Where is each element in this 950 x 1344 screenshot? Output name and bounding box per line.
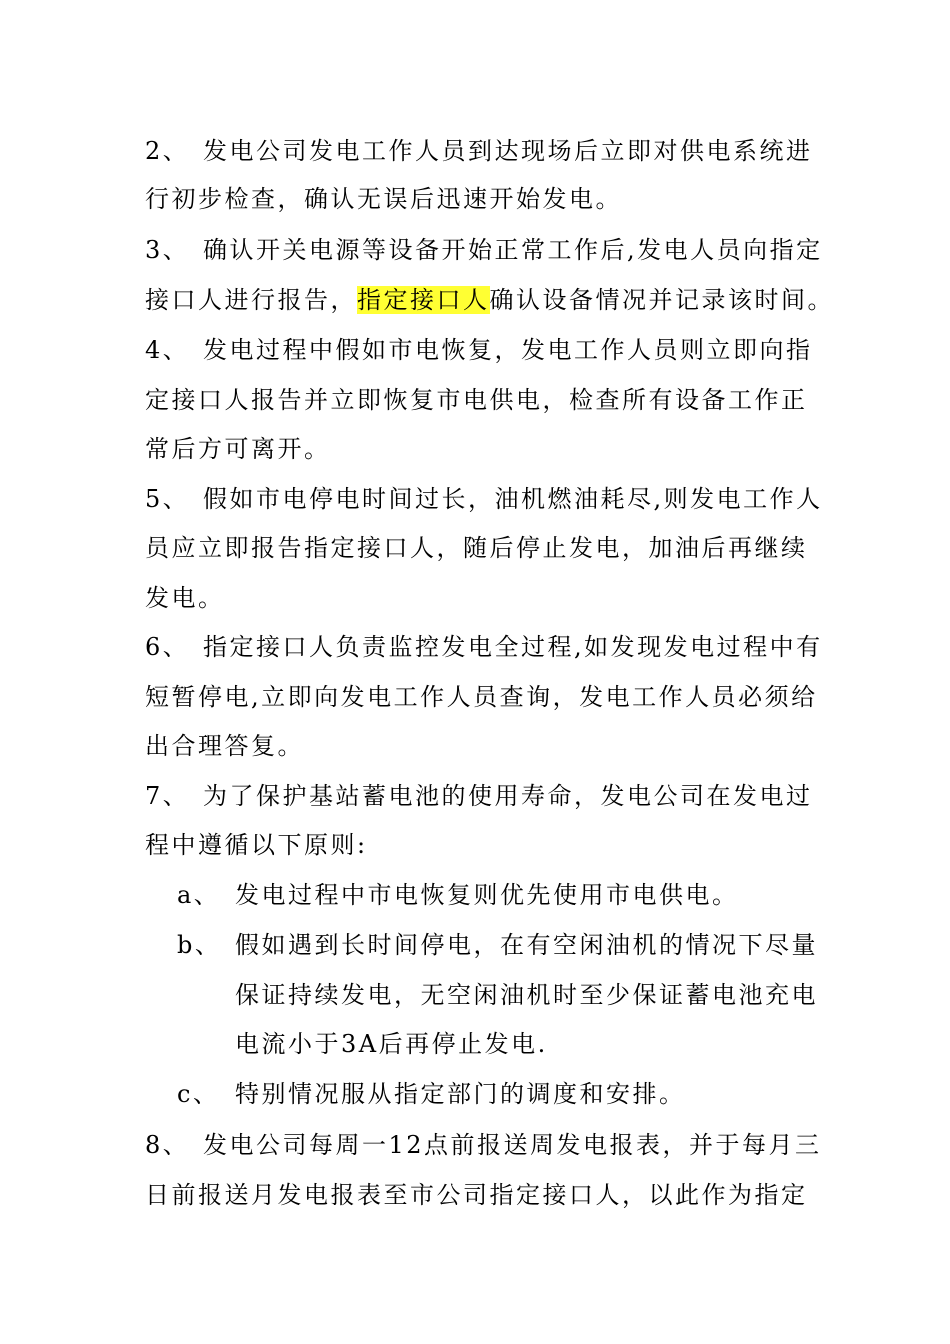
subitem-text: 特别情况服从指定部门的调度和安排。 (235, 1080, 686, 1108)
item-text-wrap (145, 285, 834, 315)
subitem-letter: b、 (177, 931, 222, 959)
item-number: 4、 (145, 336, 190, 364)
subitem-text: 保证持续发电，无空闲油机时至少保证蓄电池充电 (235, 981, 818, 1009)
subitem-text: 假如遇到长时间停电，在有空闲油机的情况下尽量 (235, 931, 818, 959)
subitem-text: 发电过程中市电恢复则优先使用市电供电。 (235, 881, 739, 909)
item-text: 日前报送月发电报表至市公司指定接口人，以此作为指定 (145, 1181, 808, 1209)
item-number: 7、 (145, 782, 190, 810)
subitem-letter: c、 (177, 1080, 220, 1108)
item-number: 3、 (145, 236, 190, 264)
item-text: 发电公司发电工作人员到达现场后立即对供电系统进 (203, 137, 813, 165)
item-number: 8、 (145, 1131, 190, 1159)
item-text: 出合理答复。 (145, 732, 304, 760)
item-number: 2、 (145, 137, 190, 165)
item-text: 假如市电停电时间过长，油机燃油耗尽,则发电工作人 (203, 485, 823, 513)
subitem-letter: a、 (177, 881, 221, 909)
item-number: 6、 (145, 633, 190, 661)
item-text: 短暂停电,立即向发电工作人员查询，发电工作人员必须给 (145, 683, 818, 711)
subitem-text: 电流小于3A后再停止发电. (235, 1030, 548, 1058)
item-text: 确认设备情况并记录该时间。 (489, 286, 834, 314)
highlighted-text: 指定接口人 (357, 286, 490, 314)
item-text: 为了保护基站蓄电池的使用寿命，发电公司在发电过 (203, 782, 813, 810)
item-text: 定接口人报告并立即恢复市电供电，检查所有设备工作正 (145, 386, 808, 414)
item-text: 接口人进行报告， (145, 286, 357, 314)
item-text: 确认开关电源等设备开始正常工作后,发电人员向指定 (203, 236, 823, 264)
item-text: 发电。 (145, 584, 225, 612)
item-text: 行初步检查，确认无误后迅速开始发电。 (145, 185, 622, 213)
item-text: 程中遵循以下原则: (145, 831, 368, 859)
item-text: 发电过程中假如市电恢复，发电工作人员则立即向指 (203, 336, 813, 364)
item-text: 发电公司每周一12点前报送周发电报表，并于每月三 (203, 1131, 822, 1159)
item-text: 常后方可离开。 (145, 435, 331, 463)
item-text: 员应立即报告指定接口人，随后停止发电，加油后再继续 (145, 534, 808, 562)
item-number: 5、 (145, 485, 190, 513)
item-text: 指定接口人负责监控发电全过程,如发现发电过程中有 (203, 633, 823, 661)
